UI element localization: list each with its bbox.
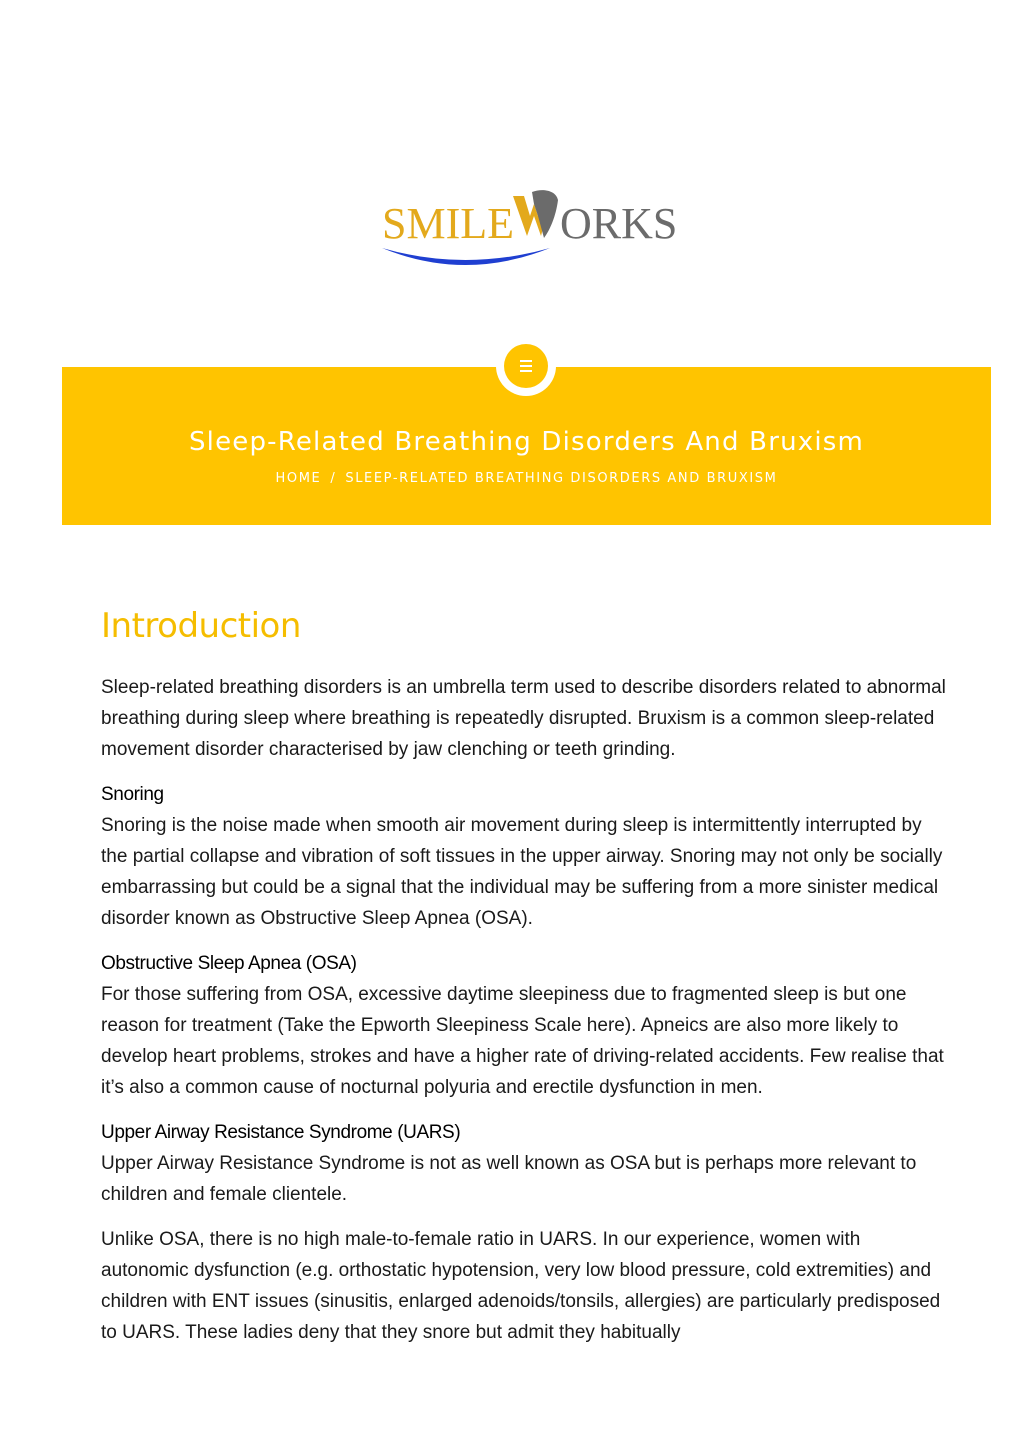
paragraph-uars: Upper Airway Resistance Syndrome is not as well known as OSA but is perhaps more relevant to children and female clientele. xyxy=(101,1153,917,1205)
breadcrumb xyxy=(62,471,991,486)
smileworks-logo[interactable] xyxy=(380,186,680,272)
tooth-icon xyxy=(513,190,558,238)
breadcrumb-current: SLEEP-RELATED BREATHING DISORDERS AND BRUXISM xyxy=(345,471,778,486)
hamburger-icon xyxy=(504,344,548,388)
breadcrumb-home-link[interactable]: HOME xyxy=(275,471,322,486)
menu-toggle-button[interactable] xyxy=(496,336,556,396)
logo-text-works: ORKS xyxy=(560,199,678,248)
logo-graphic xyxy=(380,186,680,272)
paragraph-snoring: Snoring is the noise made when smooth air movement during sleep is intermittently interrupted by the partial collapse and vibration of soft tissues in the upper airway. Snoring may not only be socially embarrassing but could be a signal that the individual may be suffering from a more sinister medical disorder known as Obstructive Sleep Apnea (OSA). xyxy=(101,815,943,929)
subheading-snoring: Snoring xyxy=(101,784,164,805)
paragraph-osa: For those suffering from OSA, excessive daytime sleepiness due to fragmented sleep is but one reason for treatment (Take the Epworth Sleepiness Scale here). Apneics are also more likely to develop heart problems, strokes and have a higher rate of driving-related accidents. Few realise that it’s also a common cause of nocturnal polyuria and erectile dysfunction in men. xyxy=(101,984,944,1098)
subheading-osa: Obstructive Sleep Apnea (OSA) xyxy=(101,953,357,974)
breadcrumb-separator: / xyxy=(330,471,337,486)
smile-swoosh xyxy=(382,248,550,265)
logo-text-smile: SMILE xyxy=(382,199,514,248)
subheading-uars: Upper Airway Resistance Syndrome (UARS) xyxy=(101,1122,461,1143)
section-heading: Introduction xyxy=(101,606,301,646)
article-content xyxy=(101,604,951,1362)
page-title: Sleep-Related Breathing Disorders And Bruxism xyxy=(188,427,865,457)
paragraph-uars-continued: Unlike OSA, there is no high male-to-female ratio in UARS. In our experience, women with autonomic dysfunction (e.g. orthostatic hypotension, very low blood pressure, cold extremities) and children with ENT issues (sinusitis, enlarged adenoids/tonsils, allergies) are particularly predisposed to UARS. These ladies deny that they snore but admit they habitually xyxy=(101,1229,941,1343)
intro-paragraph: Sleep-related breathing disorders is an umbrella term used to describe disorders related to abnormal breathing during sleep where breathing is repeatedly disrupted. Bruxism is a common sleep-related movement disorder characterised by jaw clenching or teeth grinding. xyxy=(101,677,946,760)
